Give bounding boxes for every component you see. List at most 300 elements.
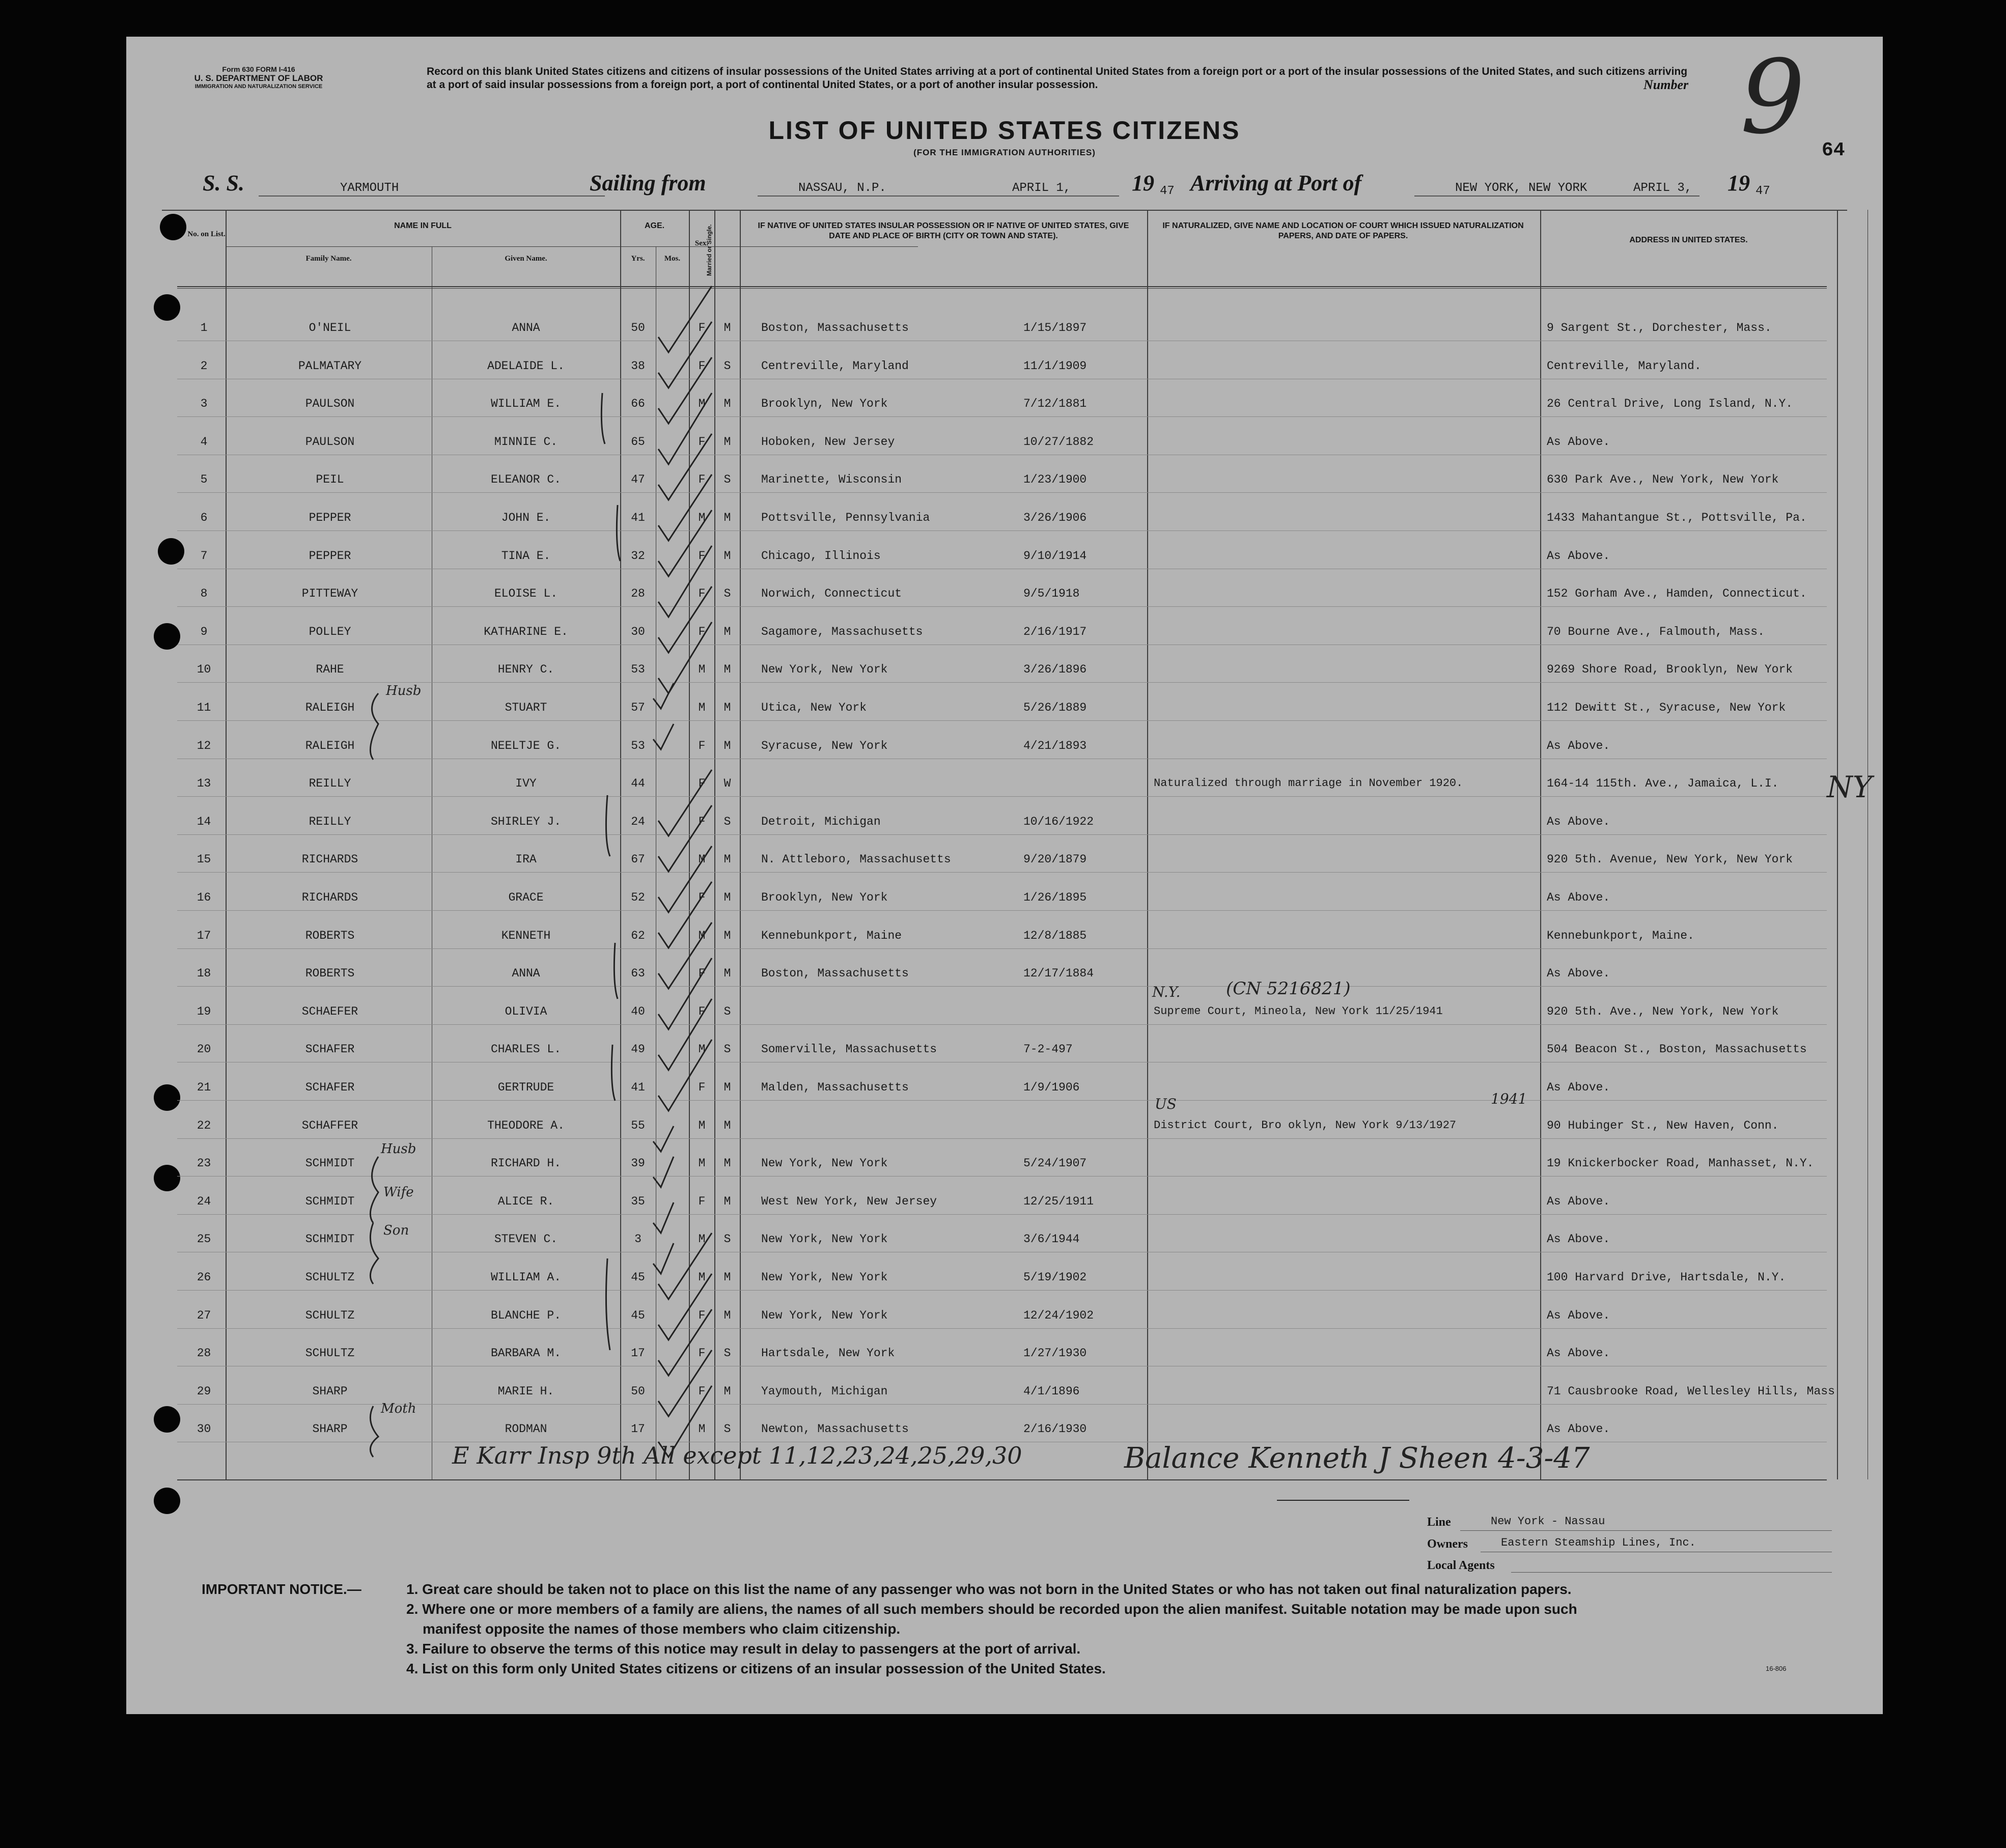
sex: M — [698, 1157, 706, 1170]
birth-date: 10/16/1922 — [1023, 815, 1094, 828]
sex: F — [698, 1347, 706, 1360]
handwritten-husband-note: Husb — [381, 1141, 416, 1157]
handwritten-wife-note: Wife — [383, 1185, 414, 1200]
sex: F — [698, 739, 706, 752]
address: 90 Hubinger St., New Haven, Conn. — [1547, 1118, 1779, 1132]
row-number: 22 — [197, 1118, 211, 1132]
birth-date: 2/16/1930 — [1023, 1422, 1087, 1436]
form-number: Form 630 FORM I-416 — [222, 65, 295, 73]
age-years: 44 — [631, 777, 645, 791]
family-name: RICHARDS — [301, 853, 358, 866]
check-mark-icon — [658, 770, 712, 836]
family-name: SCHMIDT — [305, 1157, 355, 1170]
address: As Above. — [1547, 549, 1610, 563]
check-mark-icon — [658, 357, 712, 424]
marital-status: M — [723, 663, 731, 677]
check-mark-icon — [658, 922, 712, 989]
birth-place: Hartsdale, New York — [761, 1347, 895, 1360]
birth-date: 9/5/1918 — [1023, 587, 1080, 601]
age-years: 55 — [631, 1118, 645, 1132]
birth-date: 3/26/1896 — [1023, 663, 1087, 677]
birth-date: 1/26/1895 — [1023, 891, 1087, 904]
family-name: PEPPER — [309, 549, 351, 563]
marital-status: M — [723, 625, 731, 638]
family-name: PALMATARY — [298, 359, 362, 373]
family-name: SHARP — [312, 1422, 348, 1436]
marital-status: S — [723, 473, 731, 487]
address: As Above. — [1547, 1422, 1610, 1436]
handwritten-year-correction: 1941 — [1491, 1090, 1527, 1107]
given-name: ADELAIDE L. — [487, 359, 565, 373]
given-name: JOHN E. — [501, 511, 551, 524]
header-family-name: Family Name. — [305, 255, 352, 263]
age-years: 28 — [631, 587, 645, 601]
given-name: ANNA — [512, 967, 540, 981]
age-years: 63 — [631, 967, 645, 981]
header-birth: IF NATIVE OF UNITED STATES INSULAR POSSESSION OR IF NATIVE OF UNITED STATES, GIVE DATE AND PLACE OF BIRTH (CITY OR TOWN AND STATE). — [758, 221, 1129, 240]
marital-status: S — [723, 1004, 731, 1018]
row-number: 29 — [197, 1384, 211, 1398]
family-name: PITTEWAY — [301, 587, 358, 601]
family-name: RALEIGH — [305, 739, 355, 752]
given-name: WILLIAM E. — [490, 397, 562, 411]
sex: F — [698, 1384, 706, 1398]
birth-place: Yaymouth, Michigan — [761, 1384, 888, 1398]
header-married: Married or Single. — [706, 224, 713, 276]
page-number: 64 — [1822, 139, 1845, 161]
marital-status: M — [723, 1118, 731, 1132]
birth-date: 3/26/1906 — [1023, 511, 1087, 524]
family-name: RAHE — [316, 663, 344, 677]
row-number: 27 — [197, 1308, 211, 1322]
age-years: 67 — [631, 853, 645, 866]
department-name: U. S. DEPARTMENT OF LABOR — [194, 73, 323, 83]
age-years: 65 — [631, 435, 645, 449]
family-name: PEIL — [316, 473, 344, 487]
address: 71 Causbrooke Road, Wellesley Hills, Mass — [1547, 1384, 1835, 1398]
header-years: Yrs. — [631, 255, 645, 263]
manifest-sheet — [126, 37, 1883, 1714]
header-months: Mos. — [664, 255, 681, 263]
sex: F — [698, 777, 706, 791]
handwritten-court-number: (CN 5216821) — [1226, 978, 1351, 999]
age-years: 39 — [631, 1157, 645, 1170]
row-number: 15 — [197, 853, 211, 866]
birth-place: Boston, Massachusetts — [761, 321, 909, 334]
row-number: 26 — [197, 1271, 211, 1284]
marital-status: M — [723, 1081, 731, 1094]
sailing-year-prefix: 19 — [1132, 171, 1154, 195]
check-mark-icon — [658, 322, 712, 388]
address: 504 Beacon St., Boston, Massachusetts — [1547, 1043, 1807, 1056]
check-mark-icon — [658, 1233, 712, 1299]
naturalization-info: Naturalized through marriage in November 1920. — [1154, 777, 1463, 790]
sex: M — [698, 511, 706, 524]
marital-status: M — [723, 929, 731, 942]
sex: F — [698, 967, 706, 981]
birth-date: 7-2-497 — [1023, 1043, 1073, 1056]
row-number: 14 — [197, 815, 211, 828]
family-name: O'NEIL — [309, 321, 351, 334]
birth-place: Norwich, Connecticut — [761, 587, 902, 601]
address: As Above. — [1547, 1233, 1610, 1246]
family-name: ROBERTS — [305, 967, 355, 981]
birth-place: N. Attleboro, Massachusetts — [761, 853, 951, 866]
age-years: 38 — [631, 359, 645, 373]
handwritten-us-note: US — [1155, 1096, 1177, 1112]
age-years: 47 — [631, 473, 645, 487]
check-mark-icon — [658, 846, 712, 912]
given-name: MINNIE C. — [494, 435, 558, 449]
row-number: 20 — [197, 1043, 211, 1056]
header-given-name: Given Name. — [505, 255, 547, 263]
check-mark-icon — [658, 1309, 712, 1376]
sex: F — [698, 549, 706, 563]
given-name: NEELTJE G. — [490, 739, 562, 752]
given-name: IRA — [515, 853, 537, 866]
marital-status: M — [723, 1308, 731, 1322]
page-subtitle: (FOR THE IMMIGRATION AUTHORITIES) — [913, 148, 1096, 157]
marital-status: M — [723, 853, 731, 866]
row-number: 30 — [197, 1422, 211, 1436]
birth-place: New York, New York — [761, 663, 888, 677]
address: As Above. — [1547, 435, 1610, 449]
birth-place: New York, New York — [761, 1233, 888, 1246]
birth-place: Hoboken, New Jersey — [761, 435, 895, 449]
birth-date: 12/24/1902 — [1023, 1308, 1094, 1322]
address: 920 5th. Ave., New York, New York — [1547, 1004, 1779, 1018]
notice-item: 2. Where one or more members of a family are aliens, the names of all such members should be recorded upon the alien manifest. Suitable notation may be made upon such — [406, 1601, 1577, 1617]
given-name: BLANCHE P. — [490, 1308, 562, 1322]
birth-date: 5/24/1907 — [1023, 1157, 1087, 1170]
birth-date: 4/21/1893 — [1023, 739, 1087, 752]
age-years: 17 — [631, 1347, 645, 1360]
address: As Above. — [1547, 815, 1610, 828]
birth-date: 4/1/1896 — [1023, 1384, 1080, 1398]
sex: F — [698, 625, 706, 638]
sex: M — [698, 853, 706, 866]
check-mark-icon — [658, 805, 712, 872]
row-number: 17 — [197, 929, 211, 942]
age-years: 49 — [631, 1043, 645, 1056]
family-name: SCHAFFER — [301, 1118, 358, 1132]
address: As Above. — [1547, 739, 1610, 752]
marital-status: M — [723, 891, 731, 904]
check-mark-icon — [658, 510, 712, 576]
age-years: 40 — [631, 1004, 645, 1018]
number-label: Number — [1643, 77, 1689, 92]
birth-place: Somerville, Massachusetts — [761, 1043, 937, 1056]
sex: F — [698, 1308, 706, 1322]
sex: F — [698, 1004, 706, 1018]
given-name: MARIE H. — [497, 1384, 554, 1398]
sex: F — [698, 1081, 706, 1094]
family-name: REILLY — [309, 777, 351, 791]
family-name: PAULSON — [305, 397, 355, 411]
check-mark-icon — [658, 393, 712, 464]
birth-place: New York, New York — [761, 1308, 888, 1322]
marital-status: S — [723, 359, 731, 373]
sex: M — [698, 1233, 706, 1246]
line-label: Line — [1427, 1516, 1451, 1529]
given-name: RODMAN — [505, 1422, 547, 1436]
age-years: 50 — [631, 1384, 645, 1398]
age-years: 17 — [631, 1422, 645, 1436]
row-number: 28 — [197, 1347, 211, 1360]
age-years: 45 — [631, 1308, 645, 1322]
page-title: LIST OF UNITED STATES CITIZENS — [768, 116, 1241, 145]
arriving-port: NEW YORK, NEW YORK — [1455, 181, 1587, 195]
family-name: PEPPER — [309, 511, 351, 524]
birth-date: 10/27/1882 — [1023, 435, 1094, 449]
address: 152 Gorham Ave., Hamden, Connecticut. — [1547, 587, 1807, 601]
given-name: ANNA — [512, 321, 540, 334]
family-name: PAULSON — [305, 435, 355, 449]
address: Centreville, Maryland. — [1547, 359, 1702, 373]
manifest-number: 9 — [1740, 38, 1805, 157]
family-name: SCHULTZ — [305, 1347, 355, 1360]
marital-status: S — [723, 1422, 731, 1436]
address: As Above. — [1547, 1347, 1610, 1360]
sex: M — [698, 929, 706, 942]
handwritten-son-note: Son — [383, 1223, 409, 1238]
birth-place: Kennebunkport, Maine — [761, 929, 902, 942]
marital-status: M — [723, 549, 731, 563]
given-name: STEVEN C. — [494, 1233, 558, 1246]
address: 19 Knickerbocker Road, Manhasset, N.Y. — [1547, 1157, 1814, 1170]
birth-place: West New York, New Jersey — [761, 1194, 937, 1208]
address: 630 Park Ave., New York, New York — [1547, 473, 1779, 487]
local-agents-label: Local Agents — [1427, 1559, 1495, 1572]
handwritten-signature: Balance Kenneth J Sheen 4-3-47 — [1124, 1442, 1590, 1475]
marital-status: M — [723, 1194, 731, 1208]
birth-place: Brooklyn, New York — [761, 891, 888, 904]
notice-item: 4. List on this form only United States citizens or citizens of an insular possession of the United States. — [406, 1661, 1106, 1676]
row-number: 23 — [197, 1157, 211, 1170]
age-years: 52 — [631, 891, 645, 904]
family-name: SCHMIDT — [305, 1194, 355, 1208]
address: 9 Sargent St., Dorchester, Mass. — [1547, 321, 1772, 334]
marital-status: M — [723, 397, 731, 411]
birth-place: Brooklyn, New York — [761, 397, 888, 411]
family-name: SHARP — [312, 1384, 348, 1398]
arriving-date: APRIL 3, — [1633, 181, 1692, 195]
notice-item: 1. Great care should be taken not to place on this list the name of any passenger who was not born in the United States or who has not taken out final naturalization papers. — [406, 1581, 1572, 1597]
row-number: 13 — [197, 777, 211, 791]
marital-status: M — [723, 701, 731, 714]
age-years: 57 — [631, 701, 645, 714]
form-instructions: Record on this blank United States citizens and citizens of insular possessions of the United States arriving at a port of continental United States from a foreign port or a port of the insular possessions of the United States, and such citizens arriving at a port of said insular possessions from a foreign port, a port of continental United States, or a port of another insular possession. — [427, 66, 1688, 91]
check-mark-icon — [658, 474, 712, 541]
age-years: 41 — [631, 1081, 645, 1094]
sex: F — [698, 587, 706, 601]
sex: M — [698, 397, 706, 411]
ship-name: YARMOUTH — [340, 181, 399, 195]
address: 112 Dewitt St., Syracuse, New York — [1547, 701, 1786, 714]
service-name: IMMIGRATION AND NATURALIZATION SERVICE — [194, 83, 323, 90]
row-number: 10 — [197, 663, 211, 677]
check-mark-icon — [658, 1040, 712, 1111]
print-code: 16-806 — [1766, 1665, 1787, 1672]
birth-place: Utica, New York — [761, 701, 867, 714]
address: 70 Bourne Ave., Falmouth, Mass. — [1547, 625, 1765, 638]
given-name: KATHARINE E. — [484, 625, 568, 638]
row-number: 3 — [200, 397, 208, 411]
given-name: HENRY C. — [497, 663, 554, 677]
check-mark-icon — [658, 999, 712, 1070]
family-name: REILLY — [309, 815, 351, 828]
given-name: KENNETH — [501, 929, 551, 942]
handwritten-inspector-note: E Karr Insp 9th All except 11,12,23,24,25,29,30 — [452, 1442, 1022, 1469]
check-mark-icon — [658, 622, 712, 693]
sex: M — [698, 663, 706, 677]
row-number: 5 — [200, 473, 208, 487]
owners-value: Eastern Steamship Lines, Inc. — [1501, 1536, 1696, 1549]
birth-date: 1/15/1897 — [1023, 321, 1087, 334]
birth-place: Sagamore, Massachusetts — [761, 625, 923, 638]
address: 100 Harvard Drive, Hartsdale, N.Y. — [1547, 1271, 1786, 1284]
arriving-label: Arriving at Port of — [1190, 171, 1362, 195]
check-mark-icon — [658, 546, 712, 617]
row-number: 24 — [197, 1194, 211, 1208]
family-name: RICHARDS — [301, 891, 358, 904]
birth-place: Chicago, Illinois — [761, 549, 881, 563]
given-name: BARBARA M. — [490, 1347, 562, 1360]
check-mark-icon — [658, 1274, 712, 1340]
birth-place: Syracuse, New York — [761, 739, 888, 752]
birth-date: 1/27/1930 — [1023, 1347, 1087, 1360]
handwritten-husband-note: Husb — [386, 683, 422, 698]
header-age: AGE. — [644, 221, 665, 230]
family-name: POLLEY — [309, 625, 351, 638]
header-naturalized: IF NATURALIZED, GIVE NAME AND LOCATION OF COURT WHICH ISSUED NATURALIZATION PAPERS, AND DATE OF PAPERS. — [1162, 221, 1524, 240]
address: 1433 Mahantangue St., Pottsville, Pa. — [1547, 511, 1807, 524]
birth-date: 5/26/1889 — [1023, 701, 1087, 714]
sex: M — [698, 1043, 706, 1056]
sex: F — [698, 891, 706, 904]
address: 9269 Shore Road, Brooklyn, New York — [1547, 663, 1793, 677]
address: 920 5th. Avenue, New York, New York — [1547, 853, 1793, 866]
sex: M — [698, 701, 706, 714]
header-no: No. on List. — [187, 230, 226, 238]
sex: F — [698, 359, 706, 373]
given-name: ELEANOR C. — [490, 473, 562, 487]
row-number: 1 — [200, 321, 208, 334]
notice-list — [406, 1579, 1868, 1678]
marital-status: S — [723, 587, 731, 601]
row-number: 25 — [197, 1233, 211, 1246]
age-years: 41 — [631, 511, 645, 524]
header-sex: Sex. — [694, 239, 709, 247]
marital-status: S — [723, 1347, 731, 1360]
marital-status: S — [723, 815, 731, 828]
marital-status: M — [723, 967, 731, 981]
birth-date: 1/9/1906 — [1023, 1081, 1080, 1094]
address: 164-14 115th. Ave., Jamaica, L.I. — [1547, 777, 1779, 791]
family-name: SCHULTZ — [305, 1271, 355, 1284]
notice-item: manifest opposite the names of those members who claim citizenship. — [423, 1621, 901, 1637]
row-number: 21 — [197, 1081, 211, 1094]
age-years: 53 — [631, 739, 645, 752]
naturalization-info: Supreme Court, Mineola, New York 11/25/1941 — [1154, 1004, 1443, 1018]
address: Kennebunkport, Maine. — [1547, 929, 1694, 942]
check-mark-icon — [658, 958, 712, 1029]
family-name: SCHULTZ — [305, 1308, 355, 1322]
family-name: SCHMIDT — [305, 1233, 355, 1246]
row-number: 6 — [200, 511, 208, 524]
sex: F — [698, 473, 706, 487]
check-mark-icon — [658, 882, 712, 948]
birth-place: New York, New York — [761, 1157, 888, 1170]
marital-status: M — [723, 1157, 731, 1170]
row-number: 11 — [197, 701, 211, 714]
marital-status: S — [723, 1233, 731, 1246]
given-name: GERTRUDE — [497, 1081, 554, 1094]
given-name: WILLIAM A. — [490, 1271, 562, 1284]
header-name-in-full: NAME IN FULL — [394, 221, 452, 230]
sex: F — [698, 1194, 706, 1208]
age-years: 45 — [631, 1271, 645, 1284]
birth-date: 9/20/1879 — [1023, 853, 1087, 866]
address: As Above. — [1547, 967, 1610, 981]
birth-date: 11/1/1909 — [1023, 359, 1087, 373]
marital-status: W — [723, 777, 731, 791]
header-address: ADDRESS IN UNITED STATES. — [1629, 236, 1748, 244]
given-name: ALICE R. — [497, 1194, 554, 1208]
row-number: 8 — [200, 587, 208, 601]
marital-status: S — [723, 1043, 731, 1056]
sailing-year: 47 — [1160, 184, 1175, 198]
sailing-port: NASSAU, N.P. — [798, 181, 886, 195]
given-name: IVY — [515, 777, 537, 791]
handwritten-ny-note: N.Y. — [1152, 984, 1181, 1000]
sailing-from-label: Sailing from — [590, 171, 706, 195]
given-name: GRACE — [508, 891, 544, 904]
birth-place: Newton, Massachusetts — [761, 1422, 909, 1436]
given-name: STUART — [505, 701, 547, 714]
marital-status: M — [723, 1384, 731, 1398]
marital-status: M — [723, 1271, 731, 1284]
family-name: SCHAFER — [305, 1081, 355, 1094]
marital-status: M — [723, 321, 731, 334]
notice-item: 3. Failure to observe the terms of this notice may result in delay to passengers at the port of arrival. — [406, 1641, 1081, 1657]
line-value: New York - Nassau — [1491, 1515, 1605, 1528]
marital-status: M — [723, 511, 731, 524]
given-name: TINA E. — [501, 549, 551, 563]
given-name: RICHARD H. — [490, 1157, 562, 1170]
given-name: THEODORE A. — [487, 1118, 565, 1132]
marital-status: M — [723, 435, 731, 449]
ss-label: S. S. — [203, 171, 244, 195]
arriving-year-prefix: 19 — [1728, 171, 1750, 195]
age-years: 24 — [631, 815, 645, 828]
birth-place: Boston, Massachusetts — [761, 967, 909, 981]
age-years: 3 — [634, 1233, 642, 1246]
address: As Above. — [1547, 1194, 1610, 1208]
age-years: 66 — [631, 397, 645, 411]
row-number: 9 — [200, 625, 208, 638]
birth-place: New York, New York — [761, 1271, 888, 1284]
family-name: SCHAFER — [305, 1043, 355, 1056]
age-years: 32 — [631, 549, 645, 563]
birth-place: Detroit, Michigan — [761, 815, 881, 828]
sex: F — [698, 815, 706, 828]
given-name: OLIVIA — [505, 1004, 547, 1018]
handwritten-mother-note: Moth — [381, 1401, 416, 1416]
marital-status: M — [723, 739, 731, 752]
birth-place: Pottsville, Pennsylvania — [761, 511, 930, 524]
age-years: 50 — [631, 321, 645, 334]
